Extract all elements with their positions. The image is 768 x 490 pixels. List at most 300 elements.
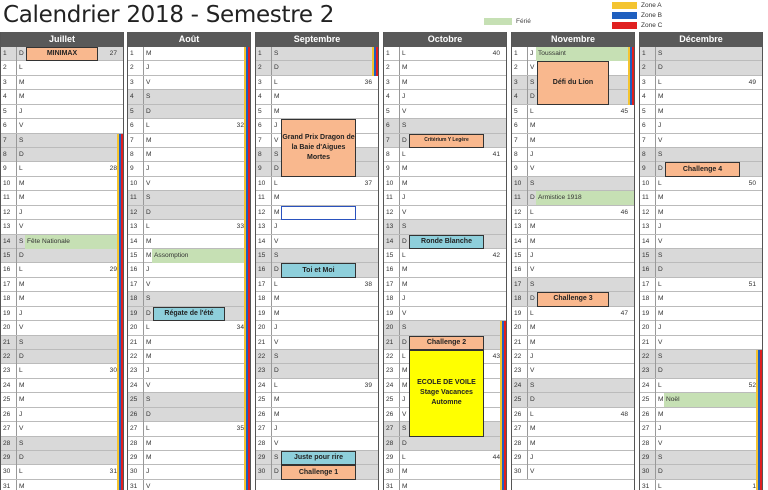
day-cell[interactable] xyxy=(384,263,506,277)
event-box[interactable]: Défi du Lion xyxy=(537,61,609,104)
zone-c-bar xyxy=(376,47,378,76)
day-cell[interactable] xyxy=(256,307,378,321)
day-cell[interactable] xyxy=(640,47,762,61)
day-letter: L xyxy=(399,451,407,465)
day-letter: J xyxy=(527,47,535,61)
day-cell[interactable] xyxy=(128,465,250,479)
day-letter: L xyxy=(143,119,151,133)
day-cell[interactable] xyxy=(256,220,378,234)
day-cell[interactable] xyxy=(128,119,250,133)
day-number: 27 xyxy=(3,425,11,433)
day-cell[interactable] xyxy=(256,278,378,292)
day-letter: M xyxy=(16,480,24,490)
legend-zones xyxy=(612,0,662,30)
day-cell[interactable] xyxy=(640,191,762,205)
day-number: 4 xyxy=(642,93,646,101)
day-cell[interactable] xyxy=(512,393,634,407)
day-cell[interactable] xyxy=(640,451,762,465)
day-cell[interactable] xyxy=(256,336,378,350)
day-cell[interactable] xyxy=(512,451,634,465)
month-header: Octobre xyxy=(384,32,506,47)
day-letter: M xyxy=(655,191,663,205)
day-cell[interactable] xyxy=(384,220,506,234)
day-letter: S xyxy=(271,249,279,263)
day-cell[interactable] xyxy=(512,437,634,451)
day-cell[interactable] xyxy=(512,177,634,191)
day-cell[interactable] xyxy=(256,235,378,249)
event-box[interactable]: Ronde Blanche xyxy=(409,235,484,249)
day-cell[interactable] xyxy=(640,90,762,104)
day-cell[interactable] xyxy=(512,336,634,350)
day-number: 28 xyxy=(514,439,522,447)
day-cell[interactable] xyxy=(1,191,123,205)
day-number: 7 xyxy=(386,136,390,144)
day-cell[interactable] xyxy=(640,105,762,119)
day-letter: M xyxy=(527,321,535,335)
day-cell[interactable] xyxy=(256,292,378,306)
day-number: 8 xyxy=(3,151,7,158)
day-number: 30 xyxy=(514,468,522,476)
day-letter: M xyxy=(271,393,279,407)
day-cell[interactable] xyxy=(256,364,378,378)
event-box[interactable]: Régate de l'été xyxy=(153,307,225,321)
day-number: 8 xyxy=(258,151,262,158)
day-number: 2 xyxy=(130,64,134,72)
day-letter: D xyxy=(399,134,407,148)
day-cell[interactable] xyxy=(512,465,634,479)
day-letter: V xyxy=(143,177,151,191)
day-letter: J xyxy=(16,206,24,220)
day-cell[interactable] xyxy=(512,105,634,119)
day-letter: M xyxy=(527,437,535,451)
day-cell[interactable] xyxy=(1,148,123,162)
day-cell[interactable] xyxy=(1,76,123,90)
day-cell[interactable] xyxy=(1,235,123,249)
day-number: 15 xyxy=(642,252,650,260)
day-number: 19 xyxy=(386,309,394,317)
event-box[interactable]: Juste pour rire xyxy=(281,451,356,465)
day-letter: S xyxy=(655,249,663,263)
day-letter: D xyxy=(16,350,24,364)
day-cell[interactable] xyxy=(512,162,634,176)
day-cell[interactable] xyxy=(384,177,506,191)
day-cell[interactable] xyxy=(256,422,378,436)
day-cell[interactable] xyxy=(128,105,250,119)
day-cell[interactable] xyxy=(128,206,250,220)
day-cell[interactable] xyxy=(1,90,123,104)
day-cell[interactable] xyxy=(128,134,250,148)
day-cell[interactable] xyxy=(1,206,123,220)
day-letter: M xyxy=(143,451,151,465)
day-cell[interactable] xyxy=(1,249,123,263)
day-number: 2 xyxy=(3,64,7,72)
day-cell[interactable] xyxy=(512,263,634,277)
week-number: 39 xyxy=(364,381,372,389)
day-cell[interactable] xyxy=(512,220,634,234)
day-cell[interactable] xyxy=(1,162,123,176)
day-cell[interactable] xyxy=(640,206,762,220)
day-cell[interactable] xyxy=(256,90,378,104)
day-cell[interactable] xyxy=(384,206,506,220)
day-number: 5 xyxy=(386,107,390,115)
day-cell[interactable] xyxy=(384,249,506,263)
day-number: 25 xyxy=(258,396,266,404)
day-cell[interactable] xyxy=(512,134,634,148)
day-cell[interactable] xyxy=(1,422,123,436)
day-letter: V xyxy=(271,336,279,350)
day-cell[interactable] xyxy=(128,451,250,465)
day-cell[interactable] xyxy=(512,119,634,133)
event-box[interactable]: Challenge 3 xyxy=(537,292,609,306)
day-cell[interactable] xyxy=(512,321,634,335)
day-cell[interactable] xyxy=(256,105,378,119)
day-cell[interactable] xyxy=(640,408,762,422)
day-number: 22 xyxy=(386,353,394,361)
day-number: 4 xyxy=(258,93,262,101)
week-number: 1 xyxy=(752,482,756,490)
day-cell[interactable] xyxy=(128,321,250,335)
day-cell[interactable] xyxy=(512,206,634,220)
day-cell[interactable] xyxy=(1,134,123,148)
day-cell[interactable] xyxy=(128,235,250,249)
day-cell[interactable] xyxy=(1,350,123,364)
day-letter: J xyxy=(16,105,24,119)
day-cell[interactable] xyxy=(640,235,762,249)
day-cell[interactable] xyxy=(640,61,762,75)
day-letter: M xyxy=(16,278,24,292)
day-number: 8 xyxy=(130,151,134,158)
day-letter: D xyxy=(655,61,663,75)
day-cell[interactable] xyxy=(128,393,250,407)
month-header: Juillet xyxy=(1,32,123,47)
day-number: 11 xyxy=(514,194,521,202)
zone-c-bar xyxy=(760,350,762,490)
day-cell[interactable] xyxy=(640,134,762,148)
day-letter: M xyxy=(655,307,663,321)
day-cell[interactable] xyxy=(384,321,506,335)
day-cell[interactable] xyxy=(512,379,634,393)
day-cell[interactable] xyxy=(512,235,634,249)
day-cell[interactable] xyxy=(1,105,123,119)
day-number: 25 xyxy=(642,396,650,404)
day-cell[interactable] xyxy=(384,191,506,205)
day-number: 5 xyxy=(3,107,7,115)
day-cell[interactable] xyxy=(128,480,250,490)
day-cell[interactable] xyxy=(640,321,762,335)
day-number: 3 xyxy=(642,78,646,86)
day-number: 22 xyxy=(642,353,650,361)
day-number: 15 xyxy=(258,252,266,260)
day-cell[interactable] xyxy=(384,162,506,176)
day-cell[interactable] xyxy=(640,437,762,451)
day-cell[interactable] xyxy=(1,408,123,422)
day-cell[interactable] xyxy=(1,451,123,465)
day-letter: D xyxy=(399,235,407,249)
day-letter: D xyxy=(527,292,535,306)
day-cell[interactable] xyxy=(640,480,762,490)
day-cell[interactable] xyxy=(640,393,762,407)
day-cell[interactable] xyxy=(640,379,762,393)
day-letter: D xyxy=(143,408,151,422)
day-letter: V xyxy=(143,379,151,393)
day-letter: L xyxy=(655,278,663,292)
day-number: 13 xyxy=(258,223,266,231)
day-cell[interactable] xyxy=(384,76,506,90)
day-letter: M xyxy=(527,134,535,148)
day-letter: V xyxy=(527,465,535,479)
day-number: 18 xyxy=(642,295,650,303)
day-number: 24 xyxy=(130,381,138,389)
day-number: 20 xyxy=(386,324,394,332)
day-number: 6 xyxy=(386,122,390,130)
day-cell[interactable] xyxy=(512,350,634,364)
day-cell[interactable] xyxy=(128,220,250,234)
day-number: 3 xyxy=(258,78,262,86)
day-number: 27 xyxy=(386,425,394,433)
day-cell[interactable] xyxy=(256,249,378,263)
day-letter: V xyxy=(271,235,279,249)
day-cell[interactable] xyxy=(1,437,123,451)
day-cell[interactable] xyxy=(1,364,123,378)
day-number: 18 xyxy=(3,295,11,303)
day-cell[interactable] xyxy=(640,119,762,133)
day-number: 30 xyxy=(258,468,266,476)
day-number: 8 xyxy=(514,151,518,158)
day-cell[interactable] xyxy=(256,408,378,422)
day-number: 29 xyxy=(3,454,11,462)
day-cell[interactable] xyxy=(640,350,762,364)
day-cell[interactable] xyxy=(1,480,123,490)
event-box[interactable]: Challenge 4 xyxy=(665,162,740,176)
day-cell[interactable] xyxy=(128,162,250,176)
day-number: 26 xyxy=(386,410,394,418)
day-cell[interactable] xyxy=(640,307,762,321)
day-cell[interactable] xyxy=(640,364,762,378)
day-number: 20 xyxy=(258,324,266,332)
day-cell[interactable] xyxy=(1,278,123,292)
day-cell[interactable] xyxy=(128,422,250,436)
day-number: 17 xyxy=(386,280,394,288)
day-cell[interactable] xyxy=(1,307,123,321)
selected-cell[interactable] xyxy=(281,206,356,220)
day-letter: V xyxy=(143,480,151,490)
day-cell[interactable] xyxy=(256,76,378,90)
week-number: 28 xyxy=(109,165,117,173)
day-letter: V xyxy=(527,61,535,75)
day-cell[interactable] xyxy=(128,364,250,378)
day-cell[interactable] xyxy=(640,76,762,90)
day-cell[interactable] xyxy=(1,119,123,133)
event-box[interactable]: ECOLE DE VOILE Stage Vacances Automne xyxy=(409,350,484,437)
day-letter: J xyxy=(271,119,279,133)
day-cell[interactable] xyxy=(384,90,506,104)
day-cell[interactable] xyxy=(128,47,250,61)
day-cell[interactable] xyxy=(512,249,634,263)
day-number: 4 xyxy=(3,93,7,101)
day-cell[interactable] xyxy=(1,61,123,75)
day-cell[interactable] xyxy=(384,465,506,479)
day-cell[interactable] xyxy=(1,379,123,393)
day-cell[interactable] xyxy=(640,177,762,191)
day-cell[interactable] xyxy=(1,465,123,479)
day-cell[interactable] xyxy=(256,350,378,364)
day-cell[interactable] xyxy=(128,292,250,306)
day-cell[interactable] xyxy=(1,292,123,306)
day-cell[interactable] xyxy=(640,465,762,479)
day-letter: J xyxy=(527,249,535,263)
day-cell[interactable] xyxy=(256,61,378,75)
day-number: 19 xyxy=(3,309,11,317)
event-box[interactable]: Challenge 1 xyxy=(281,465,356,479)
day-cell[interactable] xyxy=(384,148,506,162)
day-letter: V xyxy=(527,364,535,378)
zone-c-bar xyxy=(121,134,123,490)
day-cell[interactable] xyxy=(128,177,250,191)
day-letter: M xyxy=(271,292,279,306)
day-cell[interactable] xyxy=(640,278,762,292)
day-letter: L xyxy=(271,379,279,393)
day-letter: J xyxy=(655,119,663,133)
day-cell[interactable] xyxy=(384,278,506,292)
day-letter: D xyxy=(271,61,279,75)
day-letter: V xyxy=(271,437,279,451)
day-number: 7 xyxy=(642,136,646,144)
day-cell[interactable] xyxy=(384,105,506,119)
day-cell[interactable] xyxy=(256,437,378,451)
day-cell[interactable] xyxy=(384,61,506,75)
day-letter: L xyxy=(399,148,407,162)
day-cell[interactable] xyxy=(640,292,762,306)
day-cell[interactable] xyxy=(128,249,250,263)
day-letter: S xyxy=(143,292,151,306)
day-cell[interactable] xyxy=(256,379,378,393)
day-cell[interactable] xyxy=(128,76,250,90)
day-letter: V xyxy=(655,235,663,249)
ferie-swatch xyxy=(484,18,512,25)
day-cell[interactable] xyxy=(128,61,250,75)
day-cell[interactable] xyxy=(256,47,378,61)
day-letter: S xyxy=(271,47,279,61)
day-number: 25 xyxy=(514,396,522,404)
day-number: 22 xyxy=(258,353,266,361)
school-holiday-zones xyxy=(628,47,634,105)
day-cell[interactable] xyxy=(512,278,634,292)
day-cell[interactable] xyxy=(512,148,634,162)
day-letter: M xyxy=(271,191,279,205)
day-letter: S xyxy=(16,134,24,148)
day-cell[interactable] xyxy=(384,451,506,465)
day-cell[interactable] xyxy=(256,191,378,205)
day-letter: M xyxy=(399,76,407,90)
day-letter: S xyxy=(399,220,407,234)
day-cell[interactable] xyxy=(512,364,634,378)
day-number: 12 xyxy=(386,208,394,216)
day-number: 10 xyxy=(642,179,650,187)
day-cell[interactable] xyxy=(384,480,506,490)
event-box[interactable]: MINIMAX xyxy=(26,47,98,61)
day-letter: V xyxy=(399,307,407,321)
day-cell[interactable] xyxy=(384,437,506,451)
day-cell[interactable] xyxy=(384,47,506,61)
day-cell[interactable] xyxy=(384,119,506,133)
day-number: 12 xyxy=(258,208,266,216)
day-cell[interactable] xyxy=(128,408,250,422)
day-letter: M xyxy=(655,90,663,104)
day-cell[interactable] xyxy=(128,278,250,292)
day-cell[interactable] xyxy=(256,393,378,407)
day-cell[interactable] xyxy=(640,148,762,162)
day-cell[interactable] xyxy=(256,177,378,191)
day-cell[interactable] xyxy=(256,321,378,335)
day-cell[interactable] xyxy=(512,307,634,321)
day-cell[interactable] xyxy=(1,220,123,234)
day-letter: M xyxy=(16,177,24,191)
day-cell[interactable] xyxy=(384,307,506,321)
day-cell[interactable] xyxy=(1,263,123,277)
day-cell[interactable] xyxy=(512,408,634,422)
day-number: 28 xyxy=(642,439,650,447)
day-cell[interactable] xyxy=(1,321,123,335)
day-cell[interactable] xyxy=(640,220,762,234)
day-cell[interactable] xyxy=(128,263,250,277)
day-cell[interactable] xyxy=(1,336,123,350)
day-number: 6 xyxy=(514,122,518,130)
day-number: 7 xyxy=(130,136,134,144)
day-cell[interactable] xyxy=(128,148,250,162)
event-box[interactable]: Challenge 2 xyxy=(409,336,484,350)
event-box[interactable]: Critérium Y Legère xyxy=(409,134,484,148)
week-number: 51 xyxy=(748,280,756,288)
week-number: 40 xyxy=(492,50,500,57)
day-cell[interactable] xyxy=(512,422,634,436)
day-number: 8 xyxy=(386,151,390,158)
legend-ferie xyxy=(484,18,531,25)
day-cell[interactable] xyxy=(640,263,762,277)
day-cell[interactable] xyxy=(128,437,250,451)
day-letter: M xyxy=(655,206,663,220)
day-number: 27 xyxy=(130,425,138,433)
day-cell[interactable] xyxy=(640,336,762,350)
day-cell[interactable] xyxy=(640,249,762,263)
event-box[interactable]: Toi et Moi xyxy=(281,263,356,277)
day-number: 9 xyxy=(130,165,134,173)
day-cell[interactable] xyxy=(128,191,250,205)
day-cell[interactable] xyxy=(512,191,634,205)
day-letter: S xyxy=(399,321,407,335)
day-number: 31 xyxy=(386,482,394,490)
day-cell[interactable] xyxy=(384,292,506,306)
day-letter: V xyxy=(527,162,535,176)
day-cell[interactable] xyxy=(512,47,634,61)
day-cell[interactable] xyxy=(128,336,250,350)
day-cell[interactable] xyxy=(128,350,250,364)
day-cell[interactable] xyxy=(128,90,250,104)
day-cell[interactable] xyxy=(1,177,123,191)
day-number: 10 xyxy=(386,179,394,187)
day-cell[interactable] xyxy=(640,422,762,436)
day-cell[interactable] xyxy=(1,393,123,407)
day-number: 25 xyxy=(3,396,11,404)
day-letter: D xyxy=(527,90,535,104)
day-number: 19 xyxy=(130,309,138,317)
day-number: 16 xyxy=(642,266,650,274)
day-letter: L xyxy=(399,249,407,263)
day-number: 22 xyxy=(130,353,138,361)
zone-c-swatch xyxy=(612,22,637,29)
day-cell[interactable] xyxy=(128,379,250,393)
day-number: 3 xyxy=(514,78,518,86)
event-box[interactable]: Grand Prix Dragon de la Baie d'Aigues Mortes xyxy=(281,119,356,177)
